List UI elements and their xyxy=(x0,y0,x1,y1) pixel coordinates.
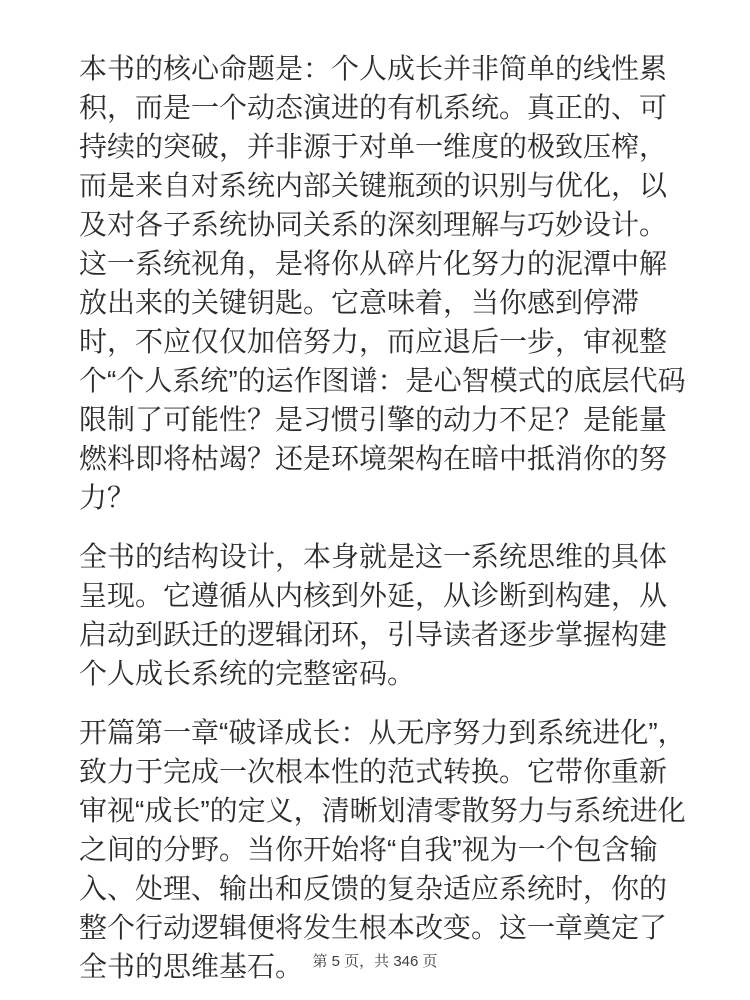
page-number-footer: 第 5 页，共 346 页 xyxy=(312,953,438,970)
paragraph-book-structure: 全书的结构设计，本身就是这一系统思维的具体呈现。它遵循从内核到外延，从诊断到构建，从启动到跃迁的逻辑闭环，引导读者逐步掌握构建个人成长系统的完整密码。 xyxy=(79,541,668,689)
paragraph-chapter-one: 开篇第一章“破译成长：从无序努力到系统进化”，致力于完成一次根本性的范式转换。它带你重新审视“成长”的定义，清晰划清零散努力与系统进化之间的分野。当你开始将“自我”视为一个包含输入、处理、输出和反馈的复杂适应系统时，你的整个行动逻辑便将发生根本改变。这一章奠定了全书的思维基石。 xyxy=(79,717,686,982)
paragraph-core-thesis: 本书的核心命题是：个人成长并非简单的线性累积，而是一个动态演进的有机系统。真正的、可持续的突破，并非源于对单一维度的极致压榨，而是来自对系统内部关键瓶颈的识别与优化，以及对各子系统协同关系的深刻理解与巧妙设计。这一系统视角，是将你从碎片化努力的泥潭中解放出来的关键钥匙。它意味着，当你感到停滞时，不应仅仅加倍努力，而应退后一步，审视整个“个人系统”的运作图谱：是心智模式的底层代码限制了可能性？是习惯引擎的动力不足？是能量燃料即将枯竭？还是环境架构在暗中抵消你的努力？ xyxy=(79,53,686,513)
